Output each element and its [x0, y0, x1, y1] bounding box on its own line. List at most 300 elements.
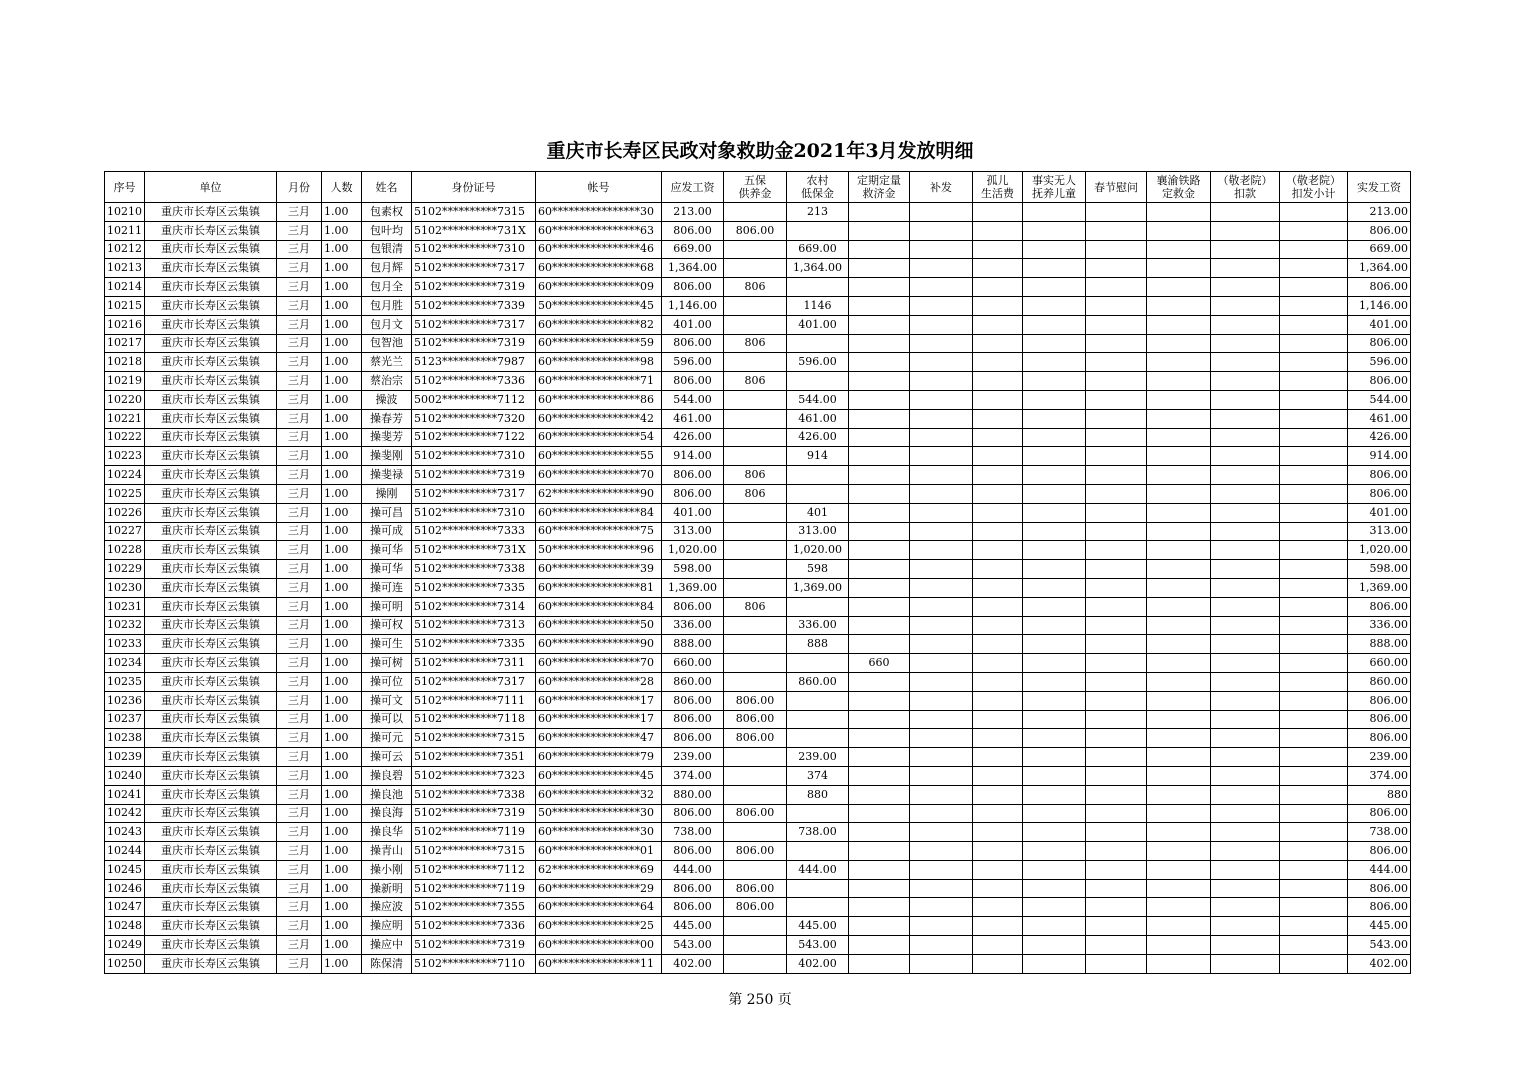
table-cell	[1147, 672, 1211, 691]
page-number: 第 250 页	[728, 992, 792, 1008]
table-cell: 1.00	[322, 860, 362, 879]
table-cell: 操青山	[362, 842, 412, 861]
column-header: （敬老院） 扣款	[1211, 172, 1280, 203]
table-cell	[787, 879, 849, 898]
table-cell: 888	[787, 635, 849, 654]
table-cell	[1280, 729, 1348, 748]
table-cell: 三月	[277, 635, 322, 654]
table-row	[105, 691, 1411, 710]
table-cell	[973, 240, 1023, 259]
table-cell	[849, 522, 910, 541]
table-row	[105, 466, 1411, 485]
table-cell	[1147, 917, 1211, 936]
table-cell	[910, 691, 973, 710]
table-cell: 重庆市长寿区云集镇	[145, 766, 277, 785]
table-cell	[973, 954, 1023, 973]
table-cell: 操可生	[362, 635, 412, 654]
table-cell	[724, 503, 787, 522]
table-cell	[1023, 259, 1086, 278]
table-cell	[849, 372, 910, 391]
table-cell	[973, 785, 1023, 804]
table-cell: 806.00	[724, 691, 787, 710]
table-cell	[724, 748, 787, 767]
table-cell	[1086, 484, 1147, 503]
table-cell: 1.00	[322, 785, 362, 804]
table-cell	[1147, 221, 1211, 240]
table-cell: 1.00	[322, 672, 362, 691]
table-cell	[1280, 917, 1348, 936]
table-row	[105, 898, 1411, 917]
table-cell	[787, 278, 849, 297]
table-cell	[1086, 578, 1147, 597]
table-cell	[724, 353, 787, 372]
table-cell: 806	[724, 278, 787, 297]
table-cell: 10227	[105, 522, 145, 541]
table-cell	[724, 315, 787, 334]
table-cell	[1147, 804, 1211, 823]
table-cell: 445.00	[787, 917, 849, 936]
table-cell	[1023, 409, 1086, 428]
table-cell	[724, 860, 787, 879]
table-cell	[1280, 372, 1348, 391]
table-cell: 60****************17	[536, 691, 662, 710]
table-cell	[910, 879, 973, 898]
table-cell	[1211, 560, 1280, 579]
table-cell	[1086, 428, 1147, 447]
table-row	[105, 560, 1411, 579]
table-cell: 806.00	[1348, 334, 1411, 353]
table-cell: 5102**********7119	[412, 823, 536, 842]
table-cell	[1211, 409, 1280, 428]
table-cell	[1147, 541, 1211, 560]
table-cell: 三月	[277, 578, 322, 597]
table-cell	[973, 296, 1023, 315]
table-cell: 596.00	[787, 353, 849, 372]
table-cell: 401.00	[1348, 503, 1411, 522]
table-cell	[1023, 541, 1086, 560]
table-cell	[1147, 879, 1211, 898]
table-cell	[849, 879, 910, 898]
table-cell: 669.00	[662, 240, 724, 259]
table-cell	[1086, 898, 1147, 917]
table-cell	[1211, 428, 1280, 447]
table-cell: 操可连	[362, 578, 412, 597]
table-cell	[849, 936, 910, 955]
table-cell	[1086, 203, 1147, 222]
table-cell	[1086, 503, 1147, 522]
table-cell: 重庆市长寿区云集镇	[145, 936, 277, 955]
table-cell: 5102**********7317	[412, 259, 536, 278]
table-cell: 806	[724, 372, 787, 391]
table-cell: 461.00	[1348, 409, 1411, 428]
table-cell: 1,364.00	[787, 259, 849, 278]
table-cell	[1280, 334, 1348, 353]
table-cell: 1.00	[322, 654, 362, 673]
table-cell	[973, 447, 1023, 466]
table-cell: 10218	[105, 353, 145, 372]
table-cell: 重庆市长寿区云集镇	[145, 315, 277, 334]
table-cell	[724, 259, 787, 278]
table-cell	[787, 334, 849, 353]
table-cell	[1023, 936, 1086, 955]
table-cell: 806.00	[1348, 597, 1411, 616]
table-cell: 1.00	[322, 372, 362, 391]
table-cell	[910, 278, 973, 297]
table-row	[105, 654, 1411, 673]
table-cell	[910, 785, 973, 804]
table-cell: 包银清	[362, 240, 412, 259]
table-cell: 5123**********7987	[412, 353, 536, 372]
table-cell: 操小刚	[362, 860, 412, 879]
table-cell	[1023, 372, 1086, 391]
table-cell: 重庆市长寿区云集镇	[145, 296, 277, 315]
table-cell: 重庆市长寿区云集镇	[145, 259, 277, 278]
table-cell: 重庆市长寿区云集镇	[145, 484, 277, 503]
table-cell: 60****************00	[536, 936, 662, 955]
table-row	[105, 917, 1411, 936]
table-cell	[849, 259, 910, 278]
table-cell	[910, 541, 973, 560]
table-cell: 806.00	[662, 691, 724, 710]
table-cell: 三月	[277, 654, 322, 673]
table-cell: 880	[1348, 785, 1411, 804]
table-cell: 5102**********7118	[412, 710, 536, 729]
table-cell	[787, 654, 849, 673]
table-cell	[1023, 578, 1086, 597]
table-cell: 包素权	[362, 203, 412, 222]
table-cell	[973, 409, 1023, 428]
table-cell	[724, 766, 787, 785]
table-cell: 60****************29	[536, 879, 662, 898]
table-cell: 1,146.00	[662, 296, 724, 315]
table-row	[105, 221, 1411, 240]
table-row	[105, 278, 1411, 297]
table-cell	[1023, 240, 1086, 259]
table-cell	[1211, 522, 1280, 541]
table-cell	[1086, 560, 1147, 579]
table-cell: 374	[787, 766, 849, 785]
table-cell	[1147, 654, 1211, 673]
table-cell	[910, 203, 973, 222]
table-cell	[1147, 936, 1211, 955]
table-cell	[1086, 221, 1147, 240]
table-cell: 10241	[105, 785, 145, 804]
table-cell: 1.00	[322, 334, 362, 353]
table-cell: 660.00	[1348, 654, 1411, 673]
table-cell: 10239	[105, 748, 145, 767]
table-cell	[1211, 466, 1280, 485]
table-cell: 5102**********7110	[412, 954, 536, 973]
table-cell: 5102**********7338	[412, 560, 536, 579]
table-cell: 1.00	[322, 296, 362, 315]
table-cell	[1086, 353, 1147, 372]
table-cell	[1023, 842, 1086, 861]
table-cell	[1023, 334, 1086, 353]
table-cell	[1086, 954, 1147, 973]
table-cell	[910, 484, 973, 503]
table-cell: 10229	[105, 560, 145, 579]
table-cell	[973, 898, 1023, 917]
table-cell: 806.00	[662, 879, 724, 898]
table-cell	[787, 710, 849, 729]
table-cell	[910, 823, 973, 842]
table-cell: 1.00	[322, 240, 362, 259]
table-cell: 操良海	[362, 804, 412, 823]
table-cell	[1086, 315, 1147, 334]
table-cell	[1211, 936, 1280, 955]
table-cell	[1211, 635, 1280, 654]
table-cell	[1086, 597, 1147, 616]
table-cell: 1.00	[322, 691, 362, 710]
table-cell: 操应明	[362, 917, 412, 936]
table-cell: 重庆市长寿区云集镇	[145, 917, 277, 936]
table-cell: 401.00	[787, 315, 849, 334]
table-cell	[849, 766, 910, 785]
table-cell: 914	[787, 447, 849, 466]
table-cell: 738.00	[1348, 823, 1411, 842]
table-cell: 60****************39	[536, 560, 662, 579]
table-cell	[1211, 541, 1280, 560]
table-cell: 10225	[105, 484, 145, 503]
table-cell: 544.00	[787, 390, 849, 409]
table-cell: 操可树	[362, 654, 412, 673]
table-cell: 860.00	[787, 672, 849, 691]
table-cell: 239.00	[787, 748, 849, 767]
table-cell: 401.00	[662, 315, 724, 334]
table-row	[105, 315, 1411, 334]
table-cell	[1211, 729, 1280, 748]
table-cell: 5102**********7335	[412, 635, 536, 654]
table-cell	[1211, 221, 1280, 240]
table-cell: 313.00	[787, 522, 849, 541]
table-cell	[910, 898, 973, 917]
table-cell: 598.00	[662, 560, 724, 579]
table-row	[105, 635, 1411, 654]
table-cell	[1086, 785, 1147, 804]
table-cell	[1211, 879, 1280, 898]
table-cell: 10221	[105, 409, 145, 428]
table-cell: 10245	[105, 860, 145, 879]
table-cell: 10224	[105, 466, 145, 485]
table-row	[105, 823, 1411, 842]
table-cell	[973, 259, 1023, 278]
table-cell: 806.00	[662, 842, 724, 861]
table-cell	[1211, 597, 1280, 616]
table-cell: 重庆市长寿区云集镇	[145, 748, 277, 767]
table-cell: 5102**********7319	[412, 278, 536, 297]
table-cell	[1147, 748, 1211, 767]
table-cell	[849, 597, 910, 616]
table-cell: 三月	[277, 616, 322, 635]
table-cell: 336.00	[787, 616, 849, 635]
table-cell	[1280, 823, 1348, 842]
table-cell	[849, 578, 910, 597]
table-cell: 60****************59	[536, 334, 662, 353]
table-cell	[1211, 842, 1280, 861]
table-cell: 三月	[277, 390, 322, 409]
table-cell: 10217	[105, 334, 145, 353]
table-cell: 10235	[105, 672, 145, 691]
table-cell	[1280, 954, 1348, 973]
table-cell	[910, 466, 973, 485]
table-cell: 5102**********7119	[412, 879, 536, 898]
table-cell: 1.00	[322, 597, 362, 616]
table-cell: 806.00	[662, 804, 724, 823]
table-cell	[1211, 578, 1280, 597]
table-cell	[1147, 203, 1211, 222]
table-cell	[787, 484, 849, 503]
table-cell: 1.00	[322, 278, 362, 297]
table-cell: 三月	[277, 334, 322, 353]
table-cell: 60****************11	[536, 954, 662, 973]
table-cell	[973, 278, 1023, 297]
table-cell	[1147, 616, 1211, 635]
table-cell	[1280, 353, 1348, 372]
table-cell	[1211, 898, 1280, 917]
table-cell: 1.00	[322, 428, 362, 447]
table-cell	[1211, 672, 1280, 691]
table-cell	[910, 353, 973, 372]
table-cell: 三月	[277, 748, 322, 767]
table-cell	[973, 578, 1023, 597]
table-cell	[1280, 466, 1348, 485]
table-cell: 包叶均	[362, 221, 412, 240]
table-cell	[973, 203, 1023, 222]
table-cell: 806.00	[662, 729, 724, 748]
table-cell	[724, 541, 787, 560]
table-cell	[1023, 203, 1086, 222]
table-cell	[724, 203, 787, 222]
table-cell: 重庆市长寿区云集镇	[145, 710, 277, 729]
table-cell	[1023, 484, 1086, 503]
table-cell	[724, 296, 787, 315]
table-cell: 1,364.00	[1348, 259, 1411, 278]
table-cell: 880.00	[662, 785, 724, 804]
table-cell: 三月	[277, 936, 322, 955]
table-cell: 三月	[277, 898, 322, 917]
table-cell: 三月	[277, 315, 322, 334]
table-cell	[1211, 954, 1280, 973]
table-cell	[724, 917, 787, 936]
table-cell	[910, 503, 973, 522]
table-cell	[1147, 842, 1211, 861]
table-cell	[1086, 842, 1147, 861]
table-cell: 三月	[277, 296, 322, 315]
table-cell: 10223	[105, 447, 145, 466]
table-cell	[1280, 898, 1348, 917]
table-cell: 401.00	[1348, 315, 1411, 334]
table-cell: 重庆市长寿区云集镇	[145, 503, 277, 522]
table-cell	[1211, 503, 1280, 522]
table-cell: 蔡治宗	[362, 372, 412, 391]
table-cell	[724, 672, 787, 691]
table-cell: 操春芳	[362, 409, 412, 428]
table-cell: 10220	[105, 390, 145, 409]
table-cell: 三月	[277, 917, 322, 936]
table-cell: 5102**********7355	[412, 898, 536, 917]
table-cell: 1,146.00	[1348, 296, 1411, 315]
table-cell: 426.00	[1348, 428, 1411, 447]
table-cell	[973, 860, 1023, 879]
table-cell	[1147, 823, 1211, 842]
table-cell: 操新明	[362, 879, 412, 898]
table-cell	[1280, 522, 1348, 541]
table-cell: 1.00	[322, 710, 362, 729]
table-cell	[1147, 785, 1211, 804]
table-cell: 三月	[277, 691, 322, 710]
table-cell	[1086, 296, 1147, 315]
table-cell: 1.00	[322, 353, 362, 372]
table-cell	[849, 484, 910, 503]
table-row	[105, 484, 1411, 503]
table-cell: 60****************25	[536, 917, 662, 936]
table-cell: 1,364.00	[662, 259, 724, 278]
table-cell	[1211, 315, 1280, 334]
table-cell: 1.00	[322, 616, 362, 635]
table-body	[105, 203, 1411, 974]
table-cell: 60****************75	[536, 522, 662, 541]
table-cell: 543.00	[1348, 936, 1411, 955]
table-cell	[1147, 766, 1211, 785]
table-cell: 1,369.00	[787, 578, 849, 597]
table-cell	[1023, 672, 1086, 691]
table-cell: 806.00	[1348, 879, 1411, 898]
table-row	[105, 860, 1411, 879]
table-cell	[1086, 710, 1147, 729]
table-cell	[1086, 522, 1147, 541]
table-cell	[1280, 484, 1348, 503]
table-cell: 重庆市长寿区云集镇	[145, 597, 277, 616]
table-cell: 5102**********7319	[412, 466, 536, 485]
table-cell: 914.00	[662, 447, 724, 466]
table-cell	[973, 466, 1023, 485]
table-cell: 重庆市长寿区云集镇	[145, 842, 277, 861]
table-cell: 5002**********7112	[412, 390, 536, 409]
table-cell: 三月	[277, 804, 322, 823]
table-cell	[1211, 766, 1280, 785]
table-cell	[787, 898, 849, 917]
table-cell	[724, 785, 787, 804]
table-cell	[1211, 616, 1280, 635]
table-cell: 10214	[105, 278, 145, 297]
table-cell: 三月	[277, 240, 322, 259]
table-cell	[1280, 597, 1348, 616]
table-cell: 10226	[105, 503, 145, 522]
table-cell: 重庆市长寿区云集镇	[145, 635, 277, 654]
table-cell: 包月辉	[362, 259, 412, 278]
table-cell	[973, 917, 1023, 936]
table-cell: 598	[787, 560, 849, 579]
table-cell: 806.00	[1348, 691, 1411, 710]
table-cell	[1023, 691, 1086, 710]
table-cell: 三月	[277, 766, 322, 785]
table-cell: 445.00	[1348, 917, 1411, 936]
table-cell: 重庆市长寿区云集镇	[145, 390, 277, 409]
table-cell	[1023, 804, 1086, 823]
table-cell	[849, 954, 910, 973]
column-header: 孤儿 生活费	[973, 172, 1023, 203]
table-cell	[1211, 710, 1280, 729]
table-cell	[973, 672, 1023, 691]
table-cell: 操可成	[362, 522, 412, 541]
table-cell	[973, 748, 1023, 767]
table-cell	[1211, 823, 1280, 842]
table-cell: 402.00	[787, 954, 849, 973]
table-cell: 重庆市长寿区云集镇	[145, 522, 277, 541]
table-cell	[973, 221, 1023, 240]
table-cell: 三月	[277, 560, 322, 579]
table-cell: 806.00	[724, 898, 787, 917]
